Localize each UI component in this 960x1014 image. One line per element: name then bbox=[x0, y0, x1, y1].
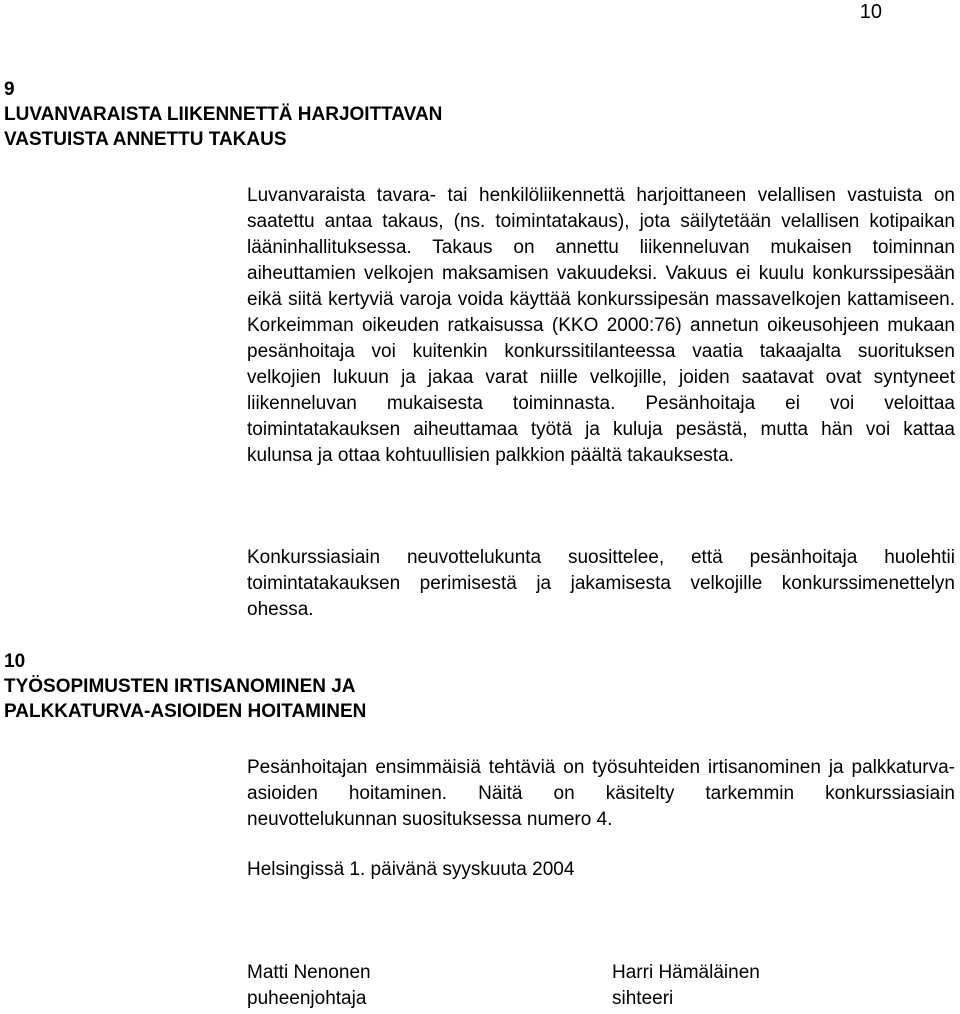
signatory-name: Matti Nenonen bbox=[247, 962, 371, 983]
section-10-heading bbox=[4, 649, 366, 724]
place-and-date: Helsingissä 1. päivänä syyskuuta 2004 bbox=[247, 859, 575, 880]
section-9-number: 9 bbox=[4, 79, 15, 100]
section-10-number: 10 bbox=[4, 651, 26, 672]
signature-block-secretary bbox=[612, 960, 760, 1012]
section-9-heading bbox=[4, 77, 442, 152]
signatory-role: puheenjohtaja bbox=[247, 988, 367, 1009]
page-number: 10 bbox=[859, 1, 882, 23]
section-9-title-line-2: VASTUISTA ANNETTU TAKAUS bbox=[4, 129, 287, 150]
section-9-paragraph-1: Luvanvaraista tavara- tai henkilöliikennettä harjoittaneen velallisen vastuista on saatettu antaa takaus, (ns. toimintatakaus), jota säilytetään velallisen kotipaikan lääninhallituksessa. Takaus on annettu liikenneluvan mukaisen toiminnan aiheuttamien velkojen maksamisen vakuudeksi. Vakuus ei kuulu konkurssipesään eikä siitä kertyviä varoja voida käyttää konkurssipesän massavelkojen kattamiseen. Korkeimman oikeuden ratkaisussa (KKO 2000:76) annetun oikeusohjeen mukaan pesänhoitaja voi kuitenkin konkurssitilanteessa vaatia takaajalta suorituksen velkojien lukuun ja jakaa varat niille velkojille, joiden saatavat ovat syntyneet liikenneluvan mukaisesta toiminnasta. Pesänhoitaja ei voi veloittaa toimintatakauksen aiheuttamaa työtä ja kuluja pesästä, mutta hän voi kattaa kulunsa ja ottaa kohtuullisien palkkion päältä takauksesta. bbox=[247, 185, 955, 466]
section-10-title-line-1: TYÖSOPIMUSTEN IRTISANOMINEN JA bbox=[4, 676, 356, 697]
section-9-paragraph-2: Konkurssiasiain neuvottelukunta suosittelee, että pesänhoitaja huolehtii toimintatakauksen perimisestä ja jakamisesta velkojille konkurssimenettelyn ohessa. bbox=[247, 547, 955, 620]
signatory-name: Harri Hämäläinen bbox=[612, 962, 760, 983]
section-10-title-line-2: PALKKATURVA-ASIOIDEN HOITAMINEN bbox=[4, 701, 367, 722]
section-10-paragraph-1: Pesänhoitajan ensimmäisiä tehtäviä on työsuhteiden irtisanominen ja palkkaturva-asioiden hoitaminen. Näitä on käsitelty tarkemmin konkurssiasiain neuvottelukunnan suosituksessa numero 4. bbox=[247, 757, 955, 830]
signature-block-chair bbox=[247, 960, 371, 1012]
section-9-title-line-1: LUVANVARAISTA LIIKENNETTÄ HARJOITTAVAN bbox=[4, 104, 443, 125]
signatory-role: sihteeri bbox=[612, 988, 674, 1009]
